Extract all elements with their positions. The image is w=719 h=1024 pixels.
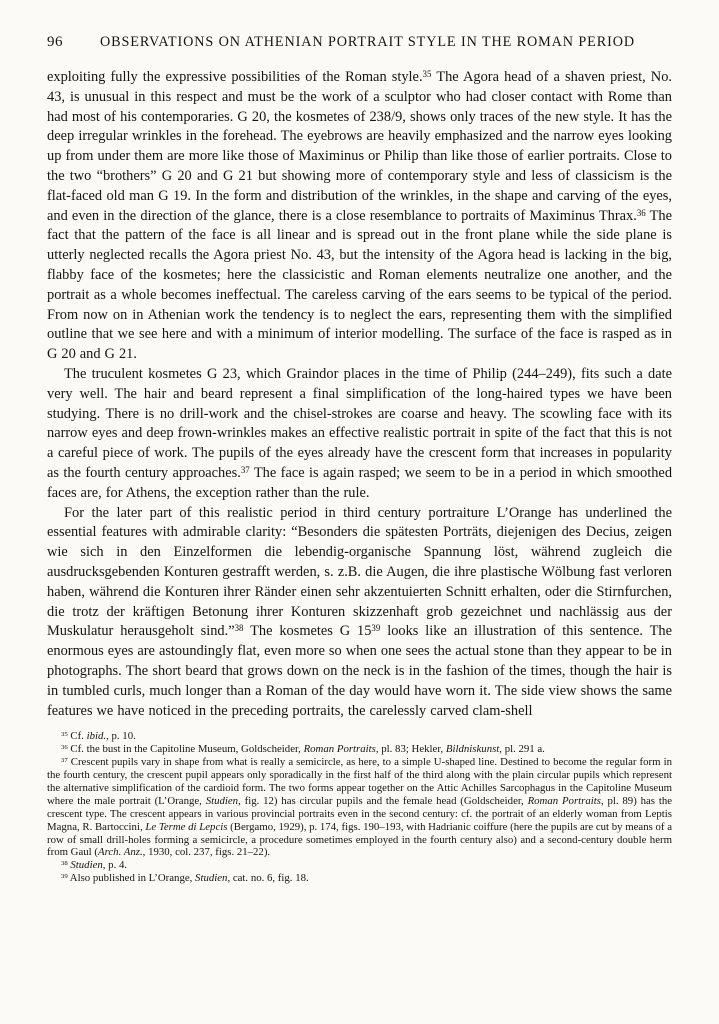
text-run: Cf. — [67, 730, 87, 743]
text-run: Crescent pupils vary in shape from what is really a semicircle, as here, to a simple U-shaped line. Destined to become the regular form in the fourth century, the crescent pupil appears only sporadically in the first half of the third along with the plain circular pupils which represent the alternative simplification of the cardioid form. The two forms appear together on the Attic Achilles Sarcophagus in the Capitoline Museum where the male portrait (L’Orange, — [47, 756, 672, 807]
text-run: (Bergamo, 1929), p. 174, figs. 190–193, with Hadrianic coiffure (here the pupils are cut by means of a row of small drill-holes forming a semicircle, a procedure sometimes employed in the fourth century also) and a second-century double herm from Gaul ( — [47, 820, 673, 859]
footnote-reference: 36 — [636, 207, 646, 218]
footnote-reference: 37 — [61, 757, 68, 765]
footnote-reference: 39 — [61, 873, 68, 881]
italic-citation: Studien — [205, 794, 239, 807]
text-run: , p. 10. — [106, 730, 136, 743]
text-run: looks like an illustration of this sentence. The enormous eyes are astoundingly flat, even more so when one sees the actual stone than they appear to be in photographs. The short beard that grows down on the neck is in the fashion of the times, though the hair is in tumbled curls, much longer than a Roman of the day would have worn it. The side view shows the same features we have noticed in the preceding portraits, the carelessly carved clam-shell — [47, 623, 672, 719]
footnote-reference: 35 — [61, 731, 68, 739]
footnote-reference: 35 — [422, 68, 432, 79]
running-title: OBSERVATIONS ON ATHENIAN PORTRAIT STYLE IN THE ROMAN PERIOD — [99, 34, 636, 50]
text-run: exploiting fully the expressive possibilities of the Roman style. — [47, 69, 423, 85]
text-run: , pl. 83; Hekler, — [375, 743, 446, 756]
page-number: 96 — [47, 34, 63, 50]
italic-citation: Roman Portraits — [527, 794, 601, 807]
italic-citation: Studien — [195, 872, 228, 885]
paragraph — [47, 504, 672, 722]
text-run: For the later part of this realistic period in third century portraiture L’Orange has underlined the essential features with admirable clarity: “Besonders die spätesten Porträts, diejenigen des Decius, zeigen wie sich in den Einzelformen die lebendig-organische Spannung löst, während zugleich die ausdrucksgebenden Konturen gestrafft werden, s. z.B. die Augen, die ihre plastische Wölbung fast verloren haben, während die Konturen ihrer Ränder einen sehr akzentuierten Schnitt erhalten, oder die Stirnfurchen, die trotz der kräftigen Betonung ihrer Konturen skizzenhaft grob gezeichnet und nachlässig aus der Muskulatur herausgeholt sind.” — [47, 504, 672, 640]
text-run: , p. 4. — [102, 859, 128, 872]
footnote-reference: 38 — [234, 623, 244, 634]
text-run: Cf. the bust in the Capitoline Museum, Goldscheider, — [67, 743, 304, 756]
paragraph — [47, 365, 672, 504]
text-run: The Agora head of a shaven priest, No. 43, is unusual in this respect and must be the work of a sculptor who had closer contact with Rome than had most of his contemporaries. G 20, the kosmetes of 238/9, shows only traces of the new style. It has the deep irregular wrinkles in the forehead. The eyebrows are heavily emphasized and the narrow eyes looking up from under them are more like those of Maximinus or Philip than like those of earlier portraits. Close to the two “brothers” G 20 and G 21 but showing more of contemporary style and less of classicism is the flat-faced old man G 19. In the form and distribution of the wrinkles, in the shape and carving of the eyes, and even in the direction of the glance, there is a close resemblance to portraits of Maximinus Thrax. — [47, 69, 672, 224]
italic-citation: Le Terme di Lepcis — [145, 820, 228, 833]
text-run: The fact that the pattern of the face is all linear and is spread out in the front plane while the side plane is utterly neglected recalls the Agora priest No. 43, but the intensity of the Agora head is lacking in the big, flabby face of the kosmetes; here the classicistic and Roman elements neutralize one another, and the portrait as a whole becomes ineffectual. The careless carving of the ears seems to be typical of the period. From now on in Athenian work the tendency is to neglect the ears, representing them with the simplified outline that we see here and with a minimum of interior modelling. The surface of the face is rasped as in G 20 and G 21. — [47, 207, 672, 363]
text-run: Also published in L’Orange, — [67, 872, 196, 885]
footnote — [47, 730, 672, 743]
footnotes — [47, 730, 672, 885]
text-run: , pl. 291 a. — [499, 743, 545, 756]
footnote — [47, 743, 672, 756]
text-run: , cat. no. 6, fig. 18. — [227, 872, 309, 885]
footnote — [47, 756, 672, 859]
italic-citation: ibid. — [86, 730, 107, 743]
footnote-reference: 39 — [371, 623, 381, 634]
italic-citation: Bildniskunst — [445, 743, 500, 756]
italic-citation: Arch. Anz. — [97, 846, 143, 859]
footnote-reference: 36 — [61, 744, 68, 752]
footnote — [47, 872, 672, 885]
text-run: , pl. 89) has the crescent type. The crescent appears in various provincial portraits even in the second century: cf. the portrait of an elderly woman from Leptis Magna, R. Bartoccini, — [47, 794, 673, 833]
page-header — [47, 34, 672, 51]
footnote-reference: 37 — [240, 464, 250, 475]
text-run: The kosmetes G 15 — [243, 623, 372, 640]
text-run: , fig. 12) has circular pupils and the female head (Goldscheider, — [238, 794, 528, 807]
body-paragraphs — [47, 68, 672, 721]
footnote-reference: 38 — [61, 860, 68, 868]
paragraph — [47, 68, 672, 365]
italic-citation: Roman Portraits — [303, 743, 376, 756]
text-run: , 1930, col. 237, figs. 21–22). — [142, 846, 271, 859]
italic-citation: Studien — [70, 859, 103, 872]
text-run: The face is again rasped; we seem to be in a period in which smoothed faces are, for Athens, the exception rather than the rule. — [47, 464, 673, 501]
footnote — [47, 859, 672, 872]
text-run: The truculent kosmetes G 23, which Graindor places in the time of Philip (244–249), fits such a date very well. The hair and beard represent a final simplification of the long-haired types we have been studying. There is no drill-work and the chisel-strokes are coarse and heavy. The scowling face with its narrow eyes and deep frown-wrinkles makes an effective realistic portrait in spite of the fact that this is not a careful piece of work. The pupils of the eyes already have the crescent form that increases in popularity as the fourth century approaches. — [47, 365, 672, 481]
